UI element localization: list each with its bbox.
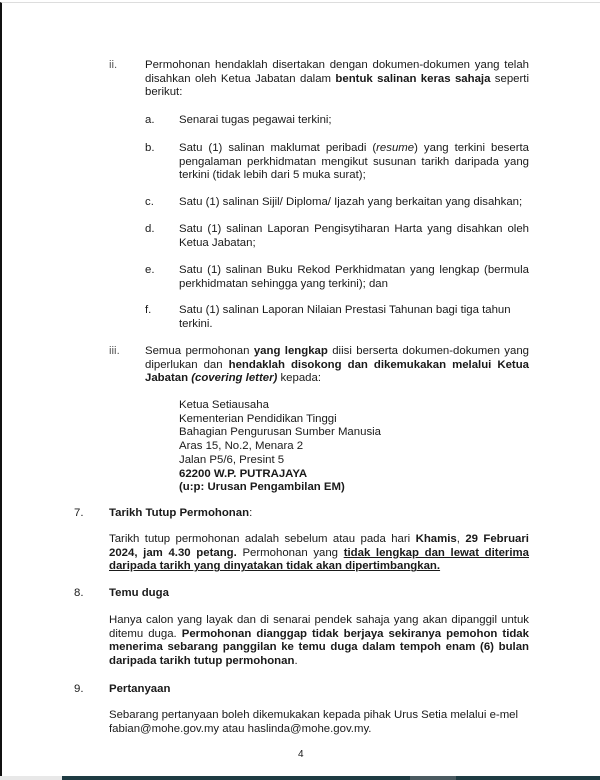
section9-text: Sebarang pertanyaan boleh dikemukakan kepada pihak Urus Setia melalui e-mel fabian@mohe.gov.my atau haslinda@mohe.gov.my.	[109, 709, 519, 735]
address-block	[179, 399, 381, 495]
address-line: 62200 W.P. PUTRAJAYA	[179, 467, 308, 480]
taskbar	[0, 776, 600, 780]
address-line: (u:p: Urusan Pengambilan EM)	[179, 481, 345, 494]
address-line: Jalan P5/6, Presint 5	[179, 453, 285, 466]
subitem-marker: e.	[145, 264, 155, 276]
section-number: 8.	[74, 587, 84, 599]
subitem-text: Satu (1) salinan Buku Rekod Perkhidmatan yang lengkap (bermula perkhidmatan sehingga yang terkini); dan	[179, 264, 529, 290]
subitem-text: Satu (1) salinan Laporan Nilaian Prestasi Tahunan bagi tiga tahun terkini.	[179, 304, 511, 330]
section-number: 7.	[74, 507, 84, 519]
subitem-marker: a.	[145, 114, 155, 126]
subitem-marker: f.	[145, 304, 152, 316]
section7-text: Tarikh tutup permohonan adalah sebelum atau pada hari Khamis, 29 Februari 2024, jam 4.30 petang. Permohonan yang tidak lengkap dan lewat diterima daripada tarikh yang dinyatakan tidak akan dipertimbangkan.	[109, 533, 529, 573]
item-ii-text: Permohonan hendaklah disertakan dengan dokumen-dokumen yang telah disahkan oleh Ketua Jabatan dalam bentuk salinan keras sahaja seperti berikut:	[145, 59, 530, 99]
subitem-marker: d.	[145, 223, 155, 235]
section-number: 9.	[74, 683, 84, 695]
subitem-marker: c.	[145, 196, 154, 208]
item-marker-ii: ii.	[109, 59, 118, 71]
item-iii-text: Semua permohonan yang lengkap diisi berserta dokumen-dokumen yang diperlukan dan hendaklah disokong dan dikemukakan melalui Ketua Jabatan (covering letter) kepada:	[145, 345, 529, 385]
page-number: 4	[298, 749, 304, 760]
subitem-text: Senarai tugas pegawai terkini;	[179, 114, 332, 126]
subitem-text: Satu (1) salinan Sijil/ Diploma/ Ijazah yang berkaitan yang disahkan;	[179, 196, 523, 208]
section-heading: Tarikh Tutup Permohonan:	[109, 507, 253, 519]
section8-text: Hanya calon yang layak dan di senarai pendek sahaja yang akan dipanggil untuk ditemu duga. Permohonan dianggap tidak berjaya sekiranya pemohon tidak menerima sebarang panggilan ke temu duga dalam tempoh enam (6) bulan daripada tarikh tutup permohonan.	[109, 614, 529, 668]
address-line: Aras 15, No.2, Menara 2	[179, 440, 304, 453]
taskbar-search[interactable]	[0, 776, 62, 780]
document-page	[0, 2, 600, 777]
taskbar-button[interactable]	[410, 776, 456, 780]
subitem-marker: b.	[145, 142, 155, 154]
item-marker-iii: iii.	[109, 345, 120, 357]
section-heading: Pertanyaan	[109, 683, 171, 695]
subitem-text: Satu (1) salinan maklumat peribadi (resume) yang terkini beserta pengalaman perkhidmatan mengikut susunan tarikh daripada yang terkini (tidak lebih dari 5 muka surat);	[179, 142, 529, 182]
address-line: Kementerian Pendidikan Tinggi	[179, 412, 337, 425]
address-line: Bahagian Pengurusan Sumber Manusia	[179, 426, 382, 439]
subitem-text: Satu (1) salinan Laporan Pengisytiharan Harta yang disahkan oleh Ketua Jabatan;	[179, 223, 529, 249]
address-line: Ketua Setiausaha	[179, 399, 269, 411]
section-heading: Temu duga	[109, 587, 169, 599]
